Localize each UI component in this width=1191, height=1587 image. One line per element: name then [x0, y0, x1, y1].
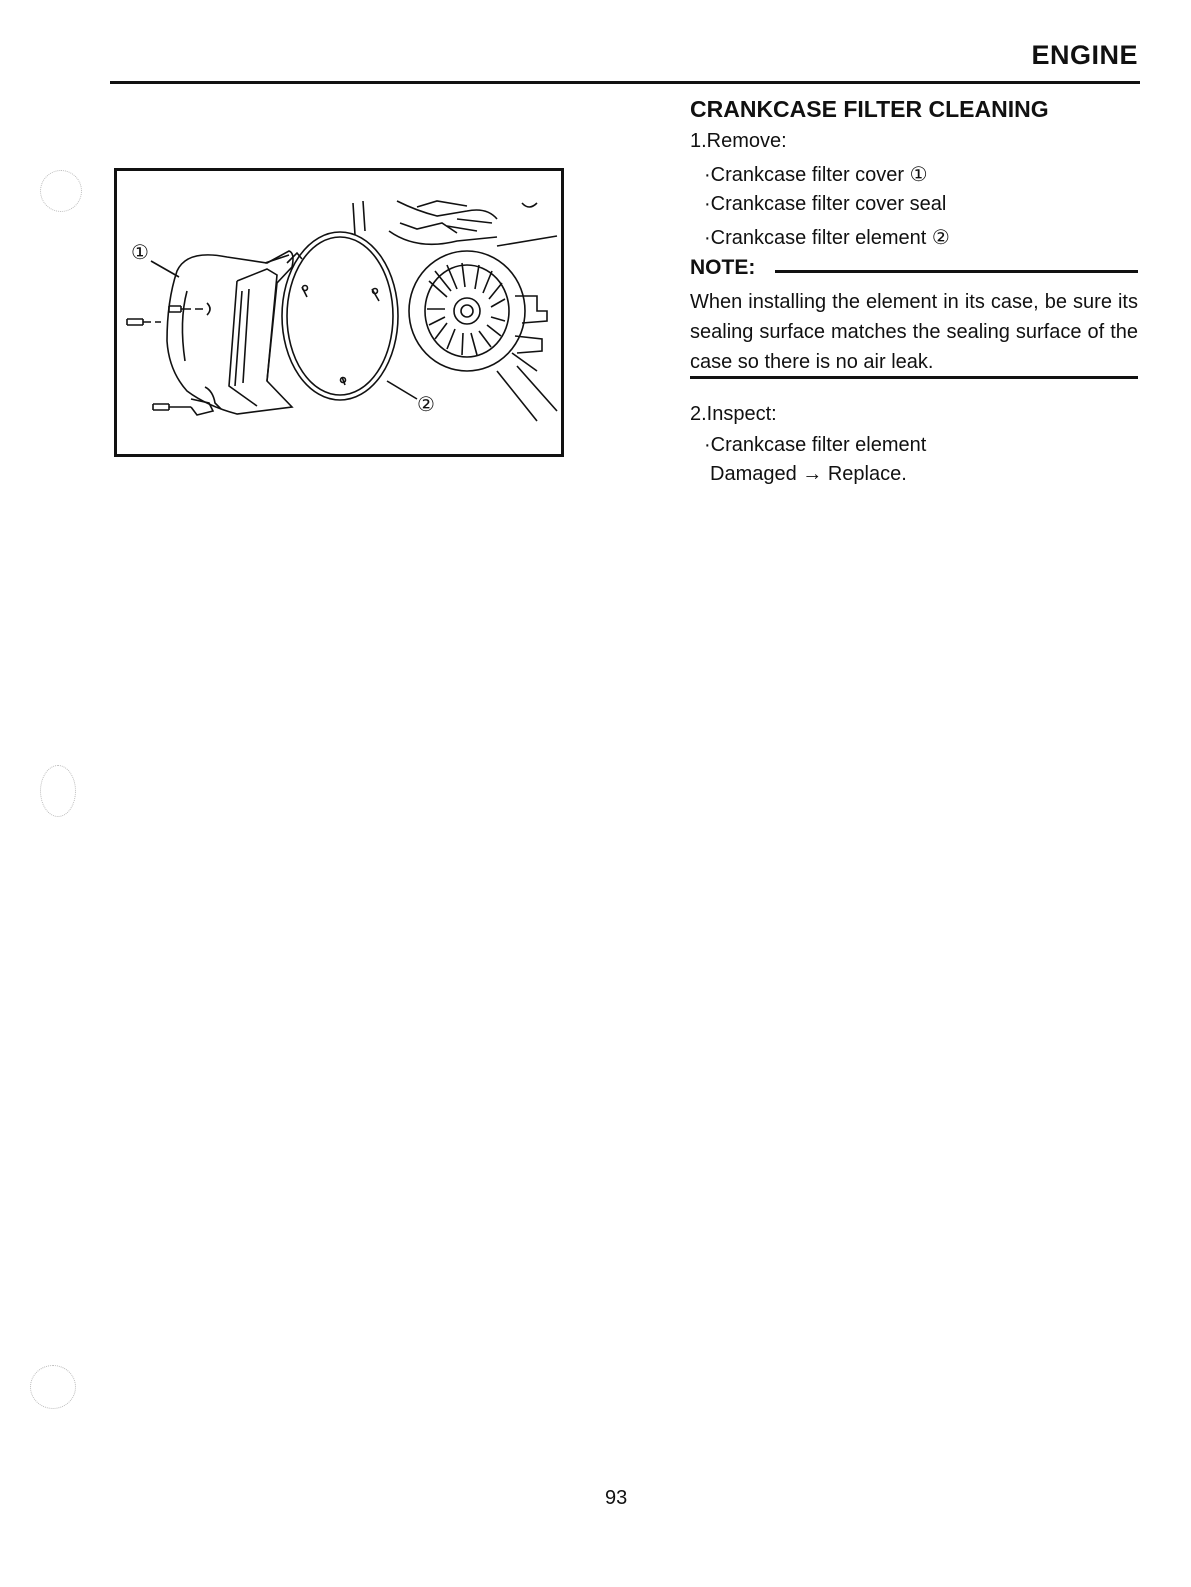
header-rule: [110, 81, 1140, 84]
bullet: ·: [704, 227, 711, 249]
note-end-rule: [690, 376, 1138, 379]
step-1-item-3-text: Crankcase filter element ②: [710, 227, 950, 249]
step-1-item-1: [704, 162, 928, 187]
bullet: ·: [704, 193, 711, 215]
step-2-item-text: Crankcase filter element: [710, 434, 927, 456]
callout-2-label: ②: [417, 392, 435, 416]
scan-mark: [30, 1365, 76, 1409]
note-body: When installing the element in its case, be sure its sealing surface matches the sealing surface of the case so there is no air leak.: [690, 291, 1138, 373]
scan-mark: [40, 170, 82, 212]
note-rule: [775, 270, 1138, 273]
section-title: ENGINE: [1031, 40, 1138, 70]
step-2-label: 2.Inspect:: [690, 403, 777, 425]
bullet: ·: [704, 164, 711, 186]
exploded-view-drawing: [117, 171, 561, 454]
step-1-item-1-text: Crankcase filter cover ①: [710, 164, 928, 186]
step-2-result: Damaged → Replace.: [710, 463, 907, 485]
step-2-item: [704, 434, 926, 457]
step-1-label: 1.Remove:: [690, 130, 787, 152]
note-label: NOTE:: [690, 256, 756, 279]
bullet: ·: [704, 434, 711, 456]
step-1-item-2-text: Crankcase filter cover seal: [710, 193, 947, 215]
step-1-item-3: [704, 225, 950, 250]
crankcase-filter-illustration: [114, 168, 564, 457]
step-1-item-2: [704, 193, 946, 216]
scan-mark: [40, 765, 76, 817]
callout-1-label: ①: [131, 240, 149, 264]
page-number: 93: [605, 1487, 628, 1509]
procedure-title: CRANKCASE FILTER CLEANING: [690, 96, 1049, 122]
